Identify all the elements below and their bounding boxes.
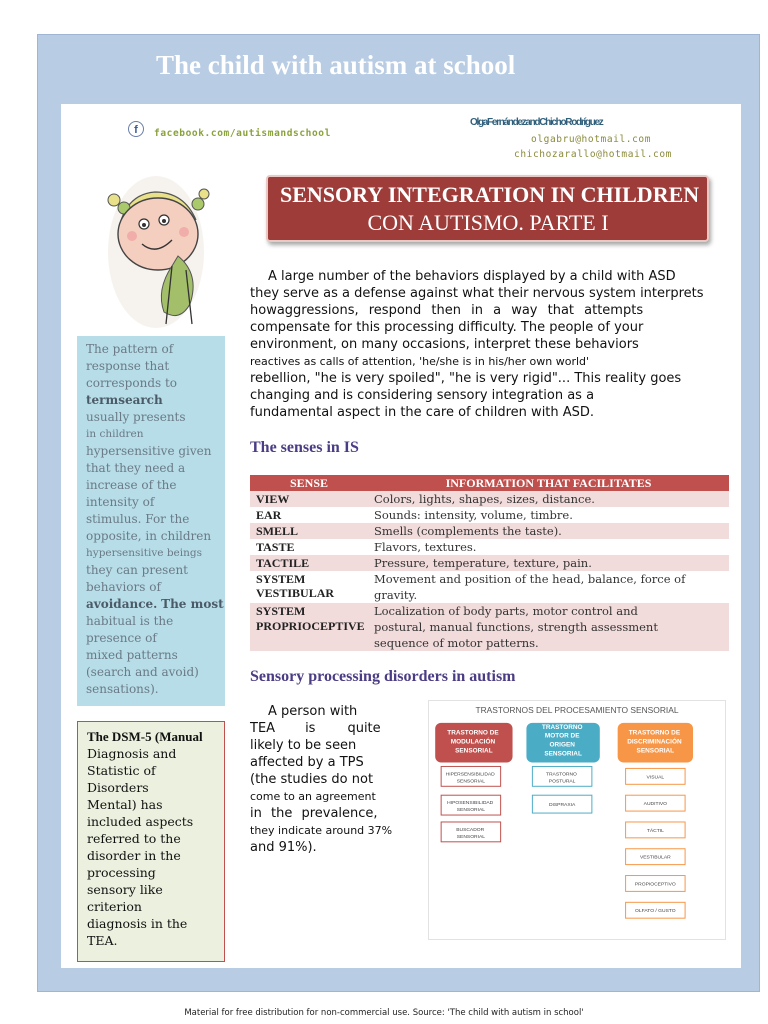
- sidebar-line: intensity of: [86, 495, 155, 509]
- info-cell: Pressure, temperature, texture, pain.: [368, 555, 729, 571]
- sidebar-line: avoidance.: [86, 597, 158, 611]
- table-row: [250, 555, 729, 571]
- intro-line: they serve as a defense against what their nervous system interprets: [250, 286, 704, 301]
- tactile-label: TÁCTIL: [646, 828, 664, 834]
- sidebar-line: that they need a: [86, 461, 186, 475]
- sidebar-line: opposite, in children: [86, 529, 212, 543]
- person-line: is: [305, 721, 316, 736]
- postural-label: TRASTORNO POSTURAL: [545, 772, 577, 785]
- sidebar-line: behaviors of: [86, 580, 161, 594]
- dsm-line: TEA.: [87, 933, 118, 948]
- dsm-line: Disorders: [87, 780, 149, 795]
- person-line: (the studies do not: [250, 772, 374, 787]
- sidebar-line: they can present: [86, 563, 188, 577]
- table-row: [250, 507, 729, 523]
- person-line: affected by a TPS: [250, 755, 364, 770]
- sidebar-line: in children: [86, 428, 144, 440]
- info-cell: Smells (complements the taste).: [368, 523, 729, 539]
- dsm-line: criterion: [87, 899, 142, 914]
- person-line: likely to be seen: [250, 738, 357, 753]
- proprioceptive-label: PROPIOCEPTIVO: [634, 882, 676, 888]
- sidebar-line: usually presents: [86, 410, 186, 424]
- banner-title-line2: CON AUTISMO. PARTE I: [367, 210, 609, 235]
- table-header-info: INFORMATION THAT FACILITATES: [368, 475, 729, 491]
- table-row: [250, 491, 729, 507]
- hyposensitivity-label: HIPOSENSIBILIDAD SENSORIAL: [447, 801, 494, 814]
- dsm-line: sensory like: [87, 882, 163, 897]
- person-line: quite: [347, 721, 381, 736]
- person-line: in the prevalence,: [250, 806, 378, 821]
- sidebar-line: sensations).: [86, 682, 159, 696]
- info-cell: Flavors, textures.: [374, 540, 477, 554]
- info-line: gravity.: [374, 588, 418, 602]
- person-line: and 91%).: [250, 840, 317, 855]
- intro-line: reactives as calls of attention, 'he/she is in his/her own world': [250, 355, 590, 368]
- sidebar-line: presence of: [86, 631, 157, 645]
- sidebar-line: The pattern of: [86, 342, 174, 356]
- dsm-line: The DSM-5 (Manual: [87, 729, 203, 744]
- sense-cell: TACTILE: [250, 555, 368, 571]
- email-2[interactable]: chichozarallo@hotmail.com: [514, 149, 672, 160]
- info-line: sequence of motor patterns.: [374, 636, 539, 650]
- dyspraxia-label: DISPRAXIA: [548, 803, 576, 809]
- dsm-line: diagnosis in the: [87, 916, 188, 931]
- sidebar-line: corresponds to: [86, 376, 178, 390]
- sense-cell: SYSTEM PROPRIOCEPTIVE: [250, 603, 368, 651]
- tea-paragraph: [250, 703, 398, 856]
- motor-head-label: TRASTORNO MOTOR DE ORIGEN SENSORIAL: [541, 723, 583, 758]
- sidebar-line: termsearch: [86, 393, 163, 407]
- intro-line: fundamental aspect in the care of children with ASD.: [250, 405, 595, 420]
- sense-cell: SYSTEM VESTIBULAR: [256, 572, 335, 600]
- sidebar-line: mixed patterns: [86, 648, 178, 662]
- sidebar-line: response that: [86, 359, 170, 373]
- dsm5-note: [77, 721, 225, 962]
- dsm-line: processing: [87, 865, 156, 880]
- seeker-label: BUSCADOR SENSORIAL: [456, 827, 486, 840]
- info-line: Localization of body parts, motor control and: [374, 604, 638, 618]
- intro-line: environment, on many occasions, interpret these behaviors: [250, 337, 639, 352]
- sensory-pattern-sidebar: [77, 336, 225, 706]
- table-row: [250, 523, 729, 539]
- intro-line: howaggressions, respond then in a way that attempts: [250, 303, 644, 318]
- dsm-line: included aspects: [87, 814, 194, 829]
- authors: OlgaFernándezandChichoRodríguez: [470, 117, 603, 128]
- info-cell: [368, 571, 729, 603]
- sense-cell: SMELL: [250, 523, 368, 539]
- sensory-disorders-diagram: [428, 700, 726, 940]
- table-row: [250, 603, 729, 651]
- person-line: they indicate around 37%: [250, 824, 393, 837]
- facebook-link[interactable]: facebook.com/autismandschool: [154, 128, 331, 139]
- discrimination-head-label: TRASTORNO DE DISCRIMINACIÓN SENSORIAL: [627, 729, 682, 755]
- sense-cell: VIEW: [250, 491, 368, 507]
- intro-line: compensate for this processing difficulty. The people of your: [250, 320, 644, 335]
- visual-label: VISUAL: [646, 775, 665, 781]
- sidebar-line: stimulus. For the: [86, 512, 190, 526]
- diagram-title: TRASTORNOS DEL PROCESAMIENTO SENSORIAL: [475, 704, 679, 715]
- info-cell: Sounds: intensity, volume, timbre.: [374, 508, 573, 522]
- email-1[interactable]: olgabru@hotmail.com: [531, 134, 652, 145]
- sidebar-line: increase of the: [86, 478, 177, 492]
- auditory-label: AUDITIVO: [643, 802, 668, 808]
- dsm-line: Diagnosis and: [87, 746, 177, 761]
- banner-title-line1: SENSORY INTEGRATION IN CHILDREN: [280, 182, 700, 207]
- vestibular-label: VESTIBULAR: [639, 855, 671, 861]
- facebook-icon[interactable]: f: [128, 121, 144, 137]
- intro-line: rebellion, "he is very spoiled", "he is very rigid"... This reality goes: [250, 371, 682, 386]
- sense-cell: EAR: [256, 508, 282, 522]
- sidebar-line: habitual is the: [86, 614, 174, 628]
- page-title: The child with autism at school: [156, 50, 516, 80]
- table-row: [250, 571, 729, 603]
- hypersensitivity-label: HIPERSENSIBILIDAD SENSORIAL: [445, 772, 495, 785]
- intro-paragraph: [250, 268, 728, 421]
- person-line: TEA: [250, 721, 276, 736]
- info-cell: Colors, lights, shapes, sizes, distance.: [368, 491, 729, 507]
- dsm-line: disorder in the: [87, 848, 181, 863]
- sidebar-line: The most: [161, 597, 224, 611]
- intro-line: A large number of the behaviors displayed by a child with ASD: [268, 269, 676, 284]
- intro-line: changing and is considering sensory integration as a: [250, 388, 595, 403]
- dsm-line: Statistic of: [87, 763, 156, 778]
- dsm-line: referred to the: [87, 831, 181, 846]
- footer-note: Material for free distribution for non-commercial use. Source: 'The child with autism in school': [184, 1008, 584, 1018]
- smell-taste-label: OLFATO / GUSTO: [635, 909, 676, 915]
- child-drawing-illustration: [100, 174, 210, 332]
- info-line: Movement and position of the head, balance, force of: [374, 572, 686, 586]
- person-line: come to an agreement: [250, 790, 376, 803]
- info-cell: [368, 603, 729, 651]
- sidebar-line: hypersensitive given: [86, 444, 212, 458]
- info-line: postural, manual functions, strength assessment: [374, 620, 658, 634]
- senses-table: [250, 475, 729, 651]
- modulation-head-label: TRASTORNO DE MODULACIÓN SENSORIAL: [447, 729, 499, 755]
- person-line: A person with: [268, 704, 358, 719]
- table-header-sense: SENSE: [250, 475, 368, 491]
- sidebar-line: (search and avoid): [86, 665, 199, 679]
- dsm-line: Mental) has: [87, 797, 163, 812]
- spd-heading: Sensory processing disorders in autism: [250, 668, 516, 685]
- sidebar-line: hypersensitive beings: [86, 547, 202, 559]
- sense-cell: TASTE: [256, 540, 295, 554]
- senses-heading: The senses in IS: [250, 439, 359, 456]
- table-row: [250, 539, 729, 555]
